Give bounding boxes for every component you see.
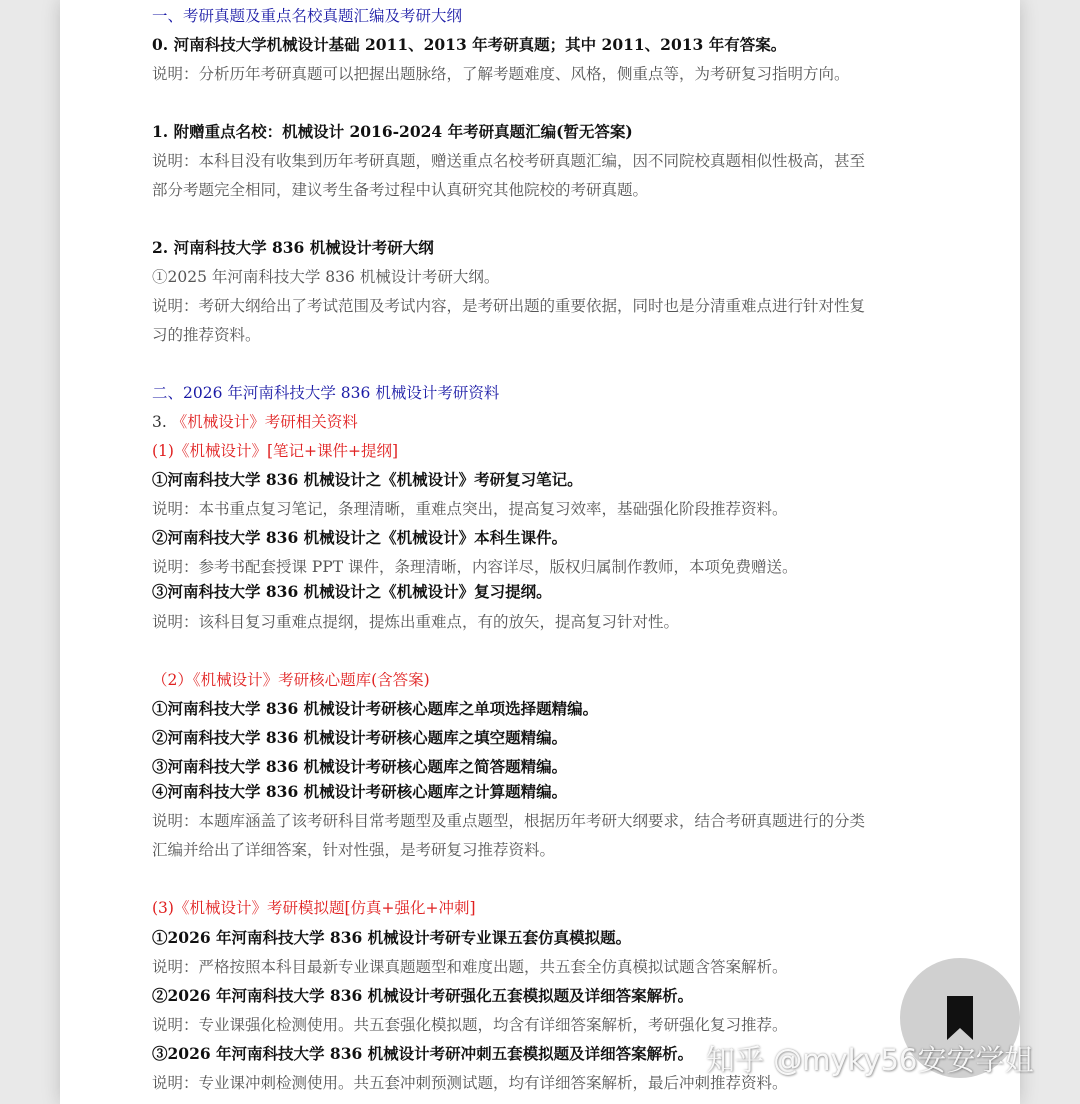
- subsection-3-item-2: ②2026 年河南科技大学 836 机械设计考研强化五套模拟题及详细答案解析。: [152, 986, 694, 1005]
- subsection-2-item-2: ②河南科技大学 836 机械设计考研核心题库之填空题精编。: [152, 728, 568, 747]
- subsection-3-item-1-note: 说明：严格按照本科目最新专业课真题题型和难度出题，共五套全仿真模拟试题含答案解析。: [152, 958, 788, 976]
- subsection-1-heading: (1)《机械设计》[笔记+课件+提纲]: [152, 442, 399, 460]
- section-heading-1: 一、考研真题及重点名校真题汇编及考研大纲: [152, 7, 463, 25]
- subsection-3-item-3-note: 说明：专业课冲刺检测使用。共五套冲刺预测试题，均有详细答案解析，最后冲刺推荐资料。: [152, 1074, 788, 1092]
- subsection-2-item-4: ④河南科技大学 836 机械设计考研核心题库之计算题精编。: [152, 782, 568, 801]
- item-1-note-line-2: 部分考题完全相同，建议考生备考过程中认真研究其他院校的考研真题。: [152, 181, 649, 199]
- subsection-1-item-3-note: 说明：该科目复习重难点提纲，提炼出重难点，有的放矢，提高复习针对性。: [152, 613, 680, 631]
- subsection-3-item-1: ①2026 年河南科技大学 836 机械设计考研专业课五套仿真模拟题。: [152, 928, 632, 947]
- item-3-number: 3.: [152, 413, 172, 431]
- subsection-2-item-3: ③河南科技大学 836 机械设计考研核心题库之简答题精编。: [152, 757, 568, 776]
- item-1-title: 1. 附赠重点名校：机械设计 2016-2024 年考研真题汇编(暂无答案): [152, 122, 633, 141]
- subsection-2-note-line-1: 说明：本题库涵盖了该考研科目常考题型及重点题型，根据历年考研大纲要求，结合考研真题进行的分类: [152, 812, 866, 830]
- subsection-2-note-line-2: 汇编并给出了详细答案，针对性强，是考研复习推荐资料。: [152, 841, 556, 859]
- item-2-note-line-2: 习的推荐资料。: [152, 326, 261, 344]
- subsection-1-item-3: ③河南科技大学 836 机械设计之《机械设计》复习提纲。: [152, 582, 552, 601]
- subsection-1-item-1-note: 说明：本书重点复习笔记，条理清晰，重难点突出，提高复习效率，基础强化阶段推荐资料。: [152, 500, 788, 518]
- subsection-2-heading: （2）《机械设计》考研核心题库(含答案): [152, 671, 430, 689]
- subsection-2-item-1: ①河南科技大学 836 机械设计考研核心题库之单项选择题精编。: [152, 699, 599, 718]
- section-heading-2: 二、2026 年河南科技大学 836 机械设计考研资料: [152, 384, 500, 402]
- subsection-3-heading: (3)《机械设计》考研模拟题[仿真+强化+冲刺]: [152, 899, 476, 917]
- subsection-1-item-2-note: 说明：参考书配套授课 PPT 课件，条理清晰，内容详尽，版权归属制作教师，本项免费赠送。: [152, 558, 798, 576]
- item-2-sub: ①2025 年河南科技大学 836 机械设计考研大纲。: [152, 268, 500, 286]
- bookmark-icon: [947, 996, 973, 1040]
- watermark: 知乎 @myky56安安学姐: [706, 1043, 1034, 1077]
- item-3-label: 《机械设计》考研相关资料: [171, 413, 358, 431]
- item-0-title: 0. 河南科技大学机械设计基础 2011、2013 年考研真题；其中 2011、2013 年有答案。: [152, 35, 787, 54]
- item-0-note: 说明：分析历年考研真题可以把握出题脉络，了解考题难度、风格，侧重点等，为考研复习指明方向。: [152, 65, 850, 83]
- subsection-1-item-1: ①河南科技大学 836 机械设计之《机械设计》考研复习笔记。: [152, 470, 583, 489]
- item-3-title: [152, 412, 358, 432]
- item-2-note-line-1: 说明：考研大纲给出了考试范围及考试内容，是考研出题的重要依据，同时也是分清重难点进行针对性复: [152, 297, 866, 315]
- item-2-title: 2. 河南科技大学 836 机械设计考研大纲: [152, 238, 434, 257]
- subsection-3-item-3: ③2026 年河南科技大学 836 机械设计考研冲刺五套模拟题及详细答案解析。: [152, 1044, 694, 1063]
- subsection-3-item-2-note: 说明：专业课强化检测使用。共五套强化模拟题，均含有详细答案解析，考研强化复习推荐。: [152, 1016, 788, 1034]
- subsection-1-item-2: ②河南科技大学 836 机械设计之《机械设计》本科生课件。: [152, 528, 568, 547]
- item-1-note-line-1: 说明：本科目没有收集到历年考研真题，赠送重点名校考研真题汇编，因不同院校真题相似性极高，甚至: [152, 152, 866, 170]
